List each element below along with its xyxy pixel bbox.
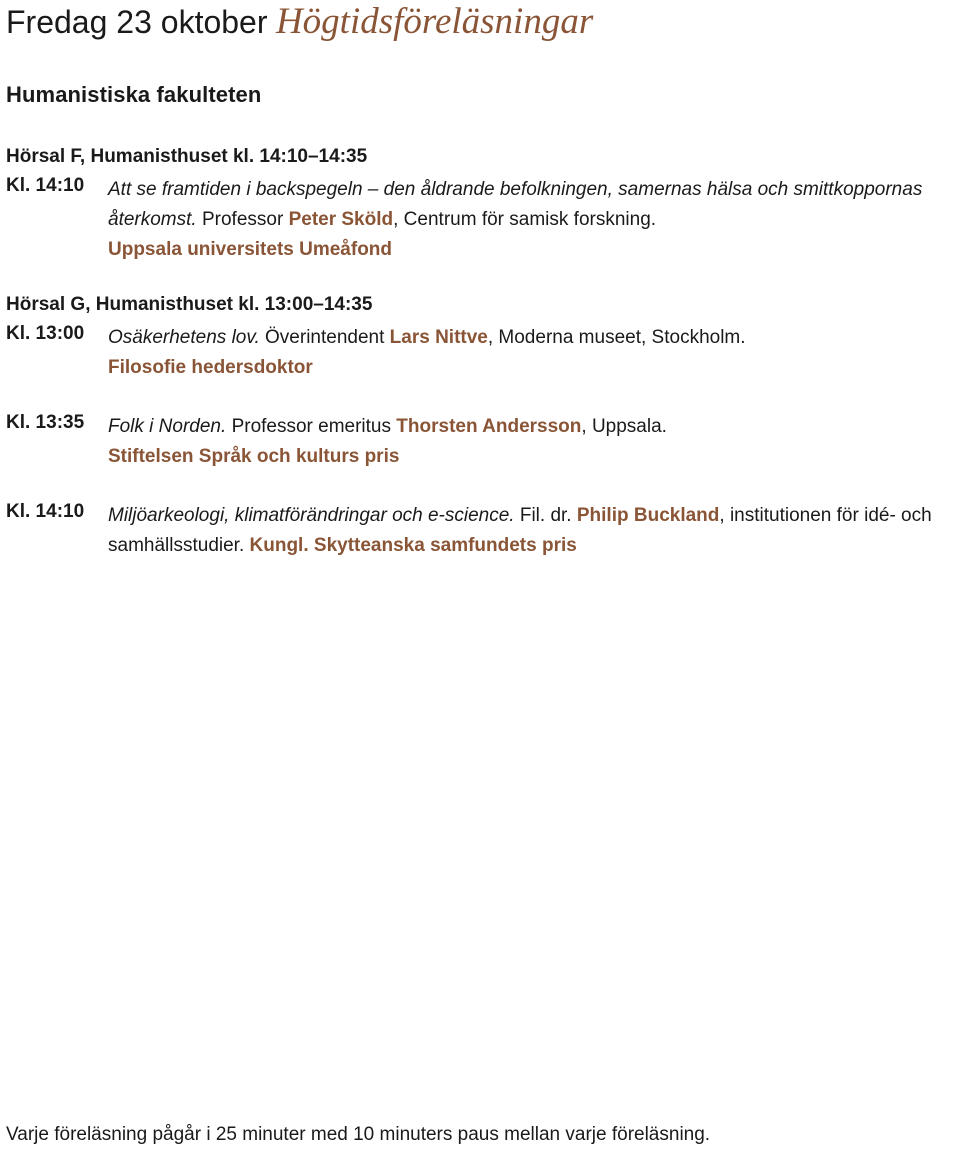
lecture-description [108,175,960,265]
lecture-prize: Filosofie hedersdoktor [108,357,313,378]
lecture-title: Miljöarkeologi, klimatförändringar och e-science. [108,505,515,526]
lecturer-affiliation: , institutionen för idé- och samhällsstudier. [108,505,932,556]
header-title: Högtidsföreläsningar [275,1,594,42]
lecturer-role: Professor [201,209,284,230]
session-room-heading: Hörsal G, Humanisthuset kl. 13:00–14:35 [6,294,373,315]
lecturer-affiliation: , Uppsala. [581,416,667,437]
lecture-prize: Uppsala universitets Umeåfond [108,239,393,260]
lecture-description [108,412,960,472]
footer-note: Varje föreläsning pågår i 25 minuter med 10 minuters paus mellan varje föreläsning. [6,1124,711,1145]
lecture-time: Kl. 13:00 [6,323,85,344]
lecture-time: Kl. 14:10 [6,501,85,522]
lecture-title: Osäkerhetens lov. [108,327,260,348]
page-header [6,0,593,46]
lecturer-role: Överintendent [265,327,385,348]
lecture-time: Kl. 14:10 [6,175,85,196]
lecturer-role: Fil. dr. [519,505,572,526]
lecturer-name: Thorsten Andersson [396,416,582,437]
lecture-prize: Stiftelsen Språk och kulturs pris [108,446,400,467]
lecturer-affiliation: , Centrum för samisk forskning. [393,209,657,230]
lecturer-name: Philip Buckland [576,505,720,526]
lecture-description [108,323,960,383]
session-room-heading: Hörsal F, Humanisthuset kl. 14:10–14:35 [6,146,368,167]
lecturer-affiliation: , Moderna museet, Stockholm. [487,327,746,348]
lecturer-name: Lars Nittve [389,327,488,348]
lecture-title: Att se framtiden i backspegeln – den åldrande befolkningen, samernas hälsa och smittkoppornas återkomst. [108,179,923,230]
header-date: Fredag 23 oktober [6,4,268,40]
lecturer-role: Professor emeritus [231,416,392,437]
lecture-time: Kl. 13:35 [6,412,85,433]
lecturer-name: Peter Sköld [288,209,394,230]
lecture-title: Folk i Norden. [108,416,227,437]
lecture-description [108,501,960,561]
faculty-heading: Humanistiska fakulteten [6,82,262,107]
lecture-prize: Kungl. Skytteanska samfundets pris [249,535,577,556]
